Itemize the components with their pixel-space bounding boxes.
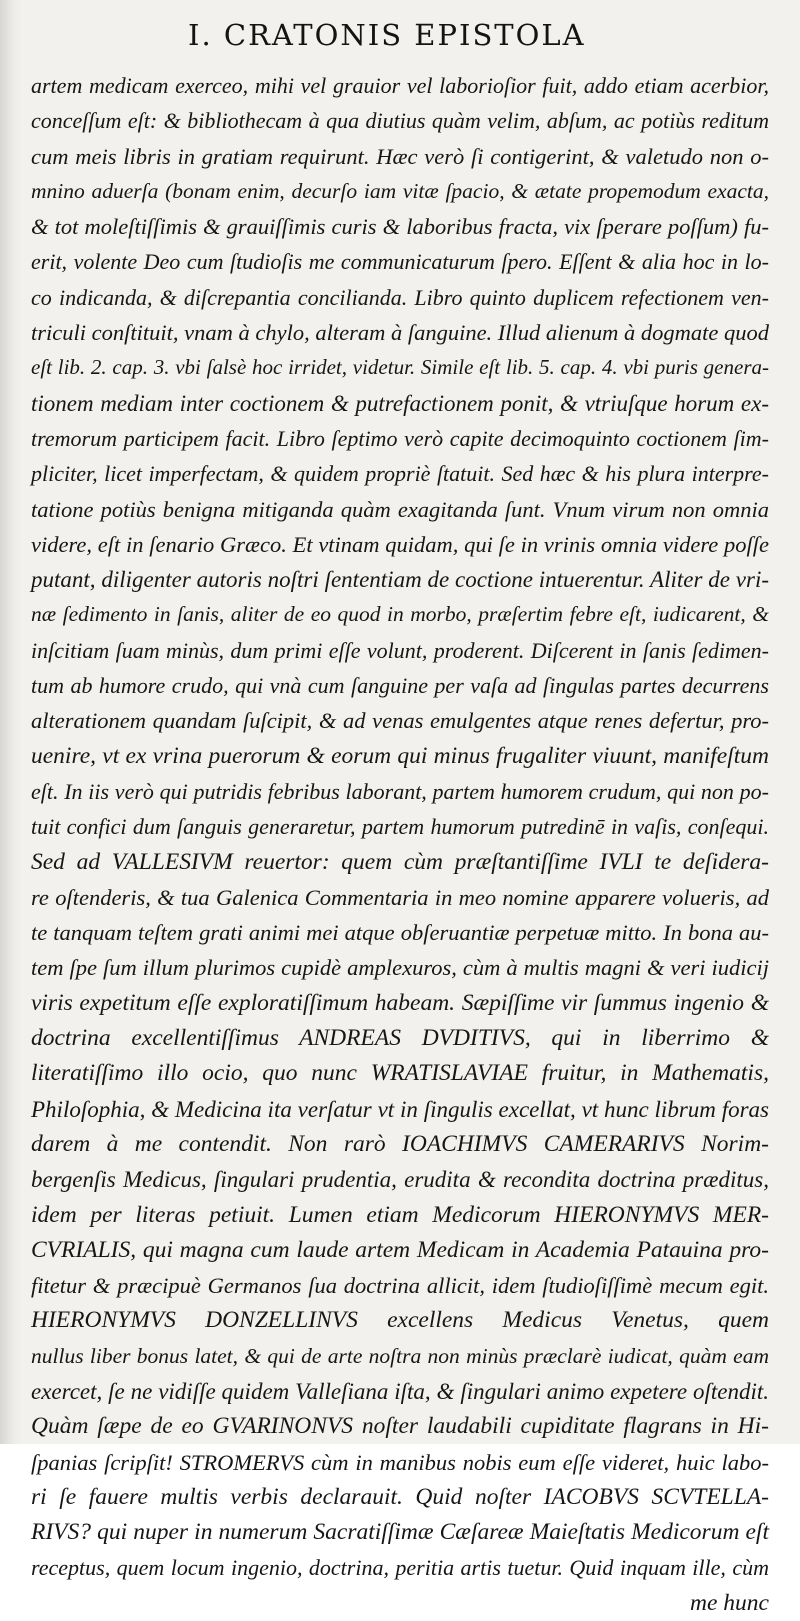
- text-line: videre, eſt in ſenario Græco. Et vtinam quidam, qui ſe in vrinis omnia videre poſſe: [31, 531, 769, 557]
- text-line: pliciter, licet imperfectam, & quidem propriè ſtatuit. Sed hæc & his plura interpre-: [31, 461, 769, 487]
- text-line: HIERONYMVS DONZELLINVS excellens Medicus Venetus, quem: [31, 1307, 769, 1334]
- page-gutter-shadow: [0, 0, 22, 1444]
- catchword: me hunc: [690, 1589, 769, 1616]
- text-line: inſcitiam ſuam minùs, dum primi eſſe volunt, proderent. Diſcerent in ſanis ſedimen-: [31, 637, 769, 663]
- text-line: Sed ad VALLESIVM reuertor: quem cùm præſtantiſſime IVLI te deſidera-: [31, 848, 769, 875]
- text-line: receptus, quem locum ingenio, doctrina, peritia artis tuetur. Quid inquam ille, cùm: [31, 1555, 769, 1581]
- text-line: tum ab humore crudo, qui vnà cum ſanguine per vaſa ad ſingulas partes decurrens: [31, 673, 769, 699]
- text-line: erit, volente Deo cum ſtudioſis me communicaturum ſpero. Eſſent & alia hoc in lo-: [31, 249, 769, 275]
- text-line: co indicanda, & diſcrepantia concilianda. Libro quinto duplicem refectionem ven-: [31, 284, 769, 310]
- text-line: te tanquam teſtem grati animi mei atque obſeruantiæ perpetuæ mitto. In bona au-: [31, 920, 769, 946]
- text-line: tionem mediam inter coctionem & putrefactionem ponit, & vtriuſque horum ex-: [31, 390, 769, 416]
- text-line: fitetur & præcipuè Germanos ſua doctrina allicit, idem ſtudioſiſſimè mecum egit.: [31, 1273, 769, 1299]
- text-line: tremorum participem facit. Libro ſeptimo verò capite decimoquinto coctionem ſim-: [31, 425, 769, 451]
- text-line: bergenſis Medicus, ſingulari prudentia, erudita & recondita doctrina præditus,: [31, 1167, 769, 1193]
- text-line: alterationem quandam ſuſcipit, & ad venas emulgentes atque renes defertur, pro-: [31, 708, 769, 734]
- text-line: putant, diligenter autoris noſtri ſententiam de coctione intuerentur. Aliter de vri-: [31, 567, 769, 593]
- text-line: literatiſſimo illo ocio, quo nunc WRATISLAVIAE fruitur, in Mathematis,: [31, 1060, 769, 1087]
- text-line: ri ſe fauere multis verbis declarauit. Quid noſter IACOBVS SCVTELLA-: [31, 1483, 769, 1510]
- text-line: eſt lib. 2. cap. 3. vbi ſalsè hoc irridet, videtur. Simile eſt lib. 5. cap. 4. vbi puris genera-: [31, 355, 769, 380]
- text-line: næ ſedimento in ſanis, aliter de eo quod in morbo, præſertim febre eſt, iudicarent, &: [31, 602, 769, 627]
- text-line: & tot moleſtiſſimis & grauiſſimis curis & laboribus fracta, vix ſperare poſſum) fu-: [31, 214, 769, 240]
- text-line: idem per literas petiuit. Lumen etiam Medicorum HIERONYMVS MER-: [31, 1201, 769, 1228]
- text-line: ſpanias ſcripſit! STROMERVS cùm in manibus nobis eum eſſe videret, huic labo-: [31, 1449, 769, 1475]
- text-line: uenire, vt ex vrina puerorum & eorum qui minus frugaliter viuunt, manifeſtum: [31, 742, 769, 769]
- text-line: Quàm ſæpe de eo GVARINONVS noſter laudabili cupiditate flagrans in Hi-: [31, 1413, 769, 1440]
- text-line: CVRIALIS, qui magna cum laude artem Medicam in Academia Patauina pro-: [31, 1236, 769, 1263]
- text-line: exercet, ſe ne vidiſſe quidem Valleſiana iſta, & ſingulari animo expetere oſtendit.: [31, 1378, 769, 1404]
- body-text: [31, 68, 769, 1621]
- text-line: RIVS? qui nuper in numerum Sacratiſſimæ Cæſareæ Maieſtatis Medicorum eſt: [31, 1519, 769, 1546]
- text-line: mnino aduerſa (bonam enim, decurſo iam vitæ ſpacio, & ætate propemodum exacta,: [31, 178, 769, 203]
- text-line: cum meis libris in gratiam requirunt. Hæc verò ſi contigerint, & valetudo non o-: [31, 143, 769, 169]
- text-line: triculi conſtituit, vnam à chylo, alteram à ſanguine. Illud alienum à dogmate quod: [31, 320, 770, 346]
- text-line: tuit confici dum ſanguis generaretur, partem humorum putredinē in vaſis, conſequi.: [31, 814, 769, 840]
- page-header: I. CRATONIS EPISTOLA: [188, 18, 586, 52]
- text-line: artem medicam exerceo, mihi vel grauior vel laborioſior fuit, addo etiam acerbior,: [31, 73, 769, 98]
- text-line: re oſtenderis, & tua Galenica Commentaria in meo nomine apparere volueris, ad: [31, 884, 769, 910]
- text-line: conceſſum eſt: & bibliothecam à qua diutius quàm velim, abſum, ac potiùs reditum: [31, 108, 769, 134]
- text-line: tem ſpe ſum illum plurimos cupidè amplexuros, cùm à multis magni & veri iudicij: [31, 955, 769, 981]
- text-line: nullus liber bonus latet, & qui de arte noſtra non minùs præclarè iudicat, quàm eam: [31, 1343, 769, 1368]
- text-line: darem à me contendit. Non rarò IOACHIMVS CAMERARIVS Norim-: [31, 1130, 769, 1157]
- text-line: viris expetitum eſſe exploratiſſimum habeam. Sæpiſſime vir ſummus ingenio &: [31, 989, 769, 1016]
- text-line: Philoſophia, & Medicina ita verſatur vt in ſingulis excellat, vt hunc librum foras: [31, 1096, 769, 1122]
- text-line: doctrina excellentiſſimus ANDREAS DVDITIVS, qui in liberrimo &: [31, 1025, 769, 1052]
- text-line: tatione potiùs benigna mitiganda quàm exagitanda ſunt. Vnum virum non omnia: [31, 496, 769, 522]
- text-line: eſt. In iis verò qui putridis febribus laborant, partem humorem crudum, qui non po-: [31, 778, 769, 804]
